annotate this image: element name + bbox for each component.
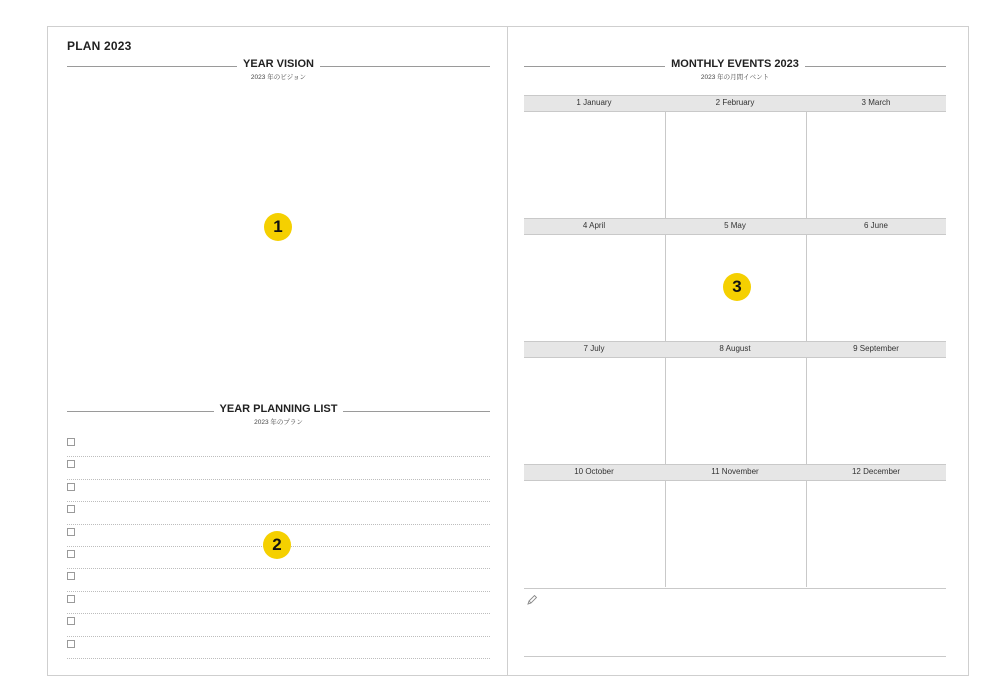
checkbox-icon[interactable] (67, 460, 75, 468)
month-grid (524, 95, 946, 587)
year-planning-subtitle: 2023 年のプラン (254, 419, 303, 426)
checklist-row[interactable] (67, 614, 490, 636)
month-column-divider (806, 112, 807, 218)
checklist-row[interactable] (67, 480, 490, 502)
checklist-row[interactable] (67, 637, 490, 659)
checkbox-icon[interactable] (67, 528, 75, 536)
month-label: 8 August (719, 344, 751, 353)
page-divider (507, 26, 508, 676)
month-column-divider (806, 235, 807, 341)
checkbox-icon[interactable] (67, 483, 75, 491)
badge-monthly-events: 3 (723, 273, 751, 301)
monthly-events-header (524, 58, 946, 88)
month-label: 5 May (724, 221, 746, 230)
month-label: 11 November (711, 467, 759, 476)
plan-title: PLAN 2023 (67, 39, 132, 53)
checkbox-icon[interactable] (67, 438, 75, 446)
checkbox-icon[interactable] (67, 550, 75, 558)
checklist-row[interactable] (67, 435, 490, 457)
notes-line (524, 656, 946, 657)
month-column-divider (806, 358, 807, 464)
month-label: 12 December (851, 467, 901, 476)
checkbox-icon[interactable] (67, 595, 75, 603)
month-label: 10 October (574, 467, 614, 476)
month-label: 3 March (861, 98, 891, 107)
checkbox-icon[interactable] (67, 640, 75, 648)
month-row (524, 341, 946, 464)
monthly-events-subtitle: 2023 年の月間イベント (700, 74, 770, 81)
month-label: 1 January (576, 98, 612, 107)
checklist-row[interactable] (67, 592, 490, 614)
month-column-divider (665, 358, 666, 464)
year-planning-title: YEAR PLANNING LIST (214, 403, 344, 415)
year-vision-subtitle: 2023 年のビジョン (250, 74, 307, 81)
month-column-divider (665, 481, 666, 587)
checklist-row[interactable] (67, 502, 490, 524)
year-vision-header (67, 58, 490, 88)
year-planning-header (67, 403, 490, 433)
checkbox-icon[interactable] (67, 572, 75, 580)
month-column-divider (806, 481, 807, 587)
checklist-row[interactable] (67, 457, 490, 479)
month-row (524, 464, 946, 587)
month-label: 4 April (582, 221, 606, 230)
month-label: 2 February (715, 98, 755, 107)
year-vision-title: YEAR VISION (237, 58, 320, 70)
month-row (524, 95, 946, 218)
checkbox-icon[interactable] (67, 617, 75, 625)
checkbox-icon[interactable] (67, 505, 75, 513)
month-column-divider (665, 235, 666, 341)
badge-year-planning: 2 (263, 531, 291, 559)
month-label: 6 June (863, 221, 889, 230)
month-column-divider (665, 112, 666, 218)
checklist-row[interactable] (67, 569, 490, 591)
monthly-events-title: MONTHLY EVENTS 2023 (665, 58, 805, 70)
badge-year-vision: 1 (264, 213, 292, 241)
month-label: 9 September (853, 344, 899, 353)
pencil-icon (526, 594, 538, 606)
grid-bottom-line (524, 588, 946, 589)
month-label: 7 July (583, 344, 605, 353)
